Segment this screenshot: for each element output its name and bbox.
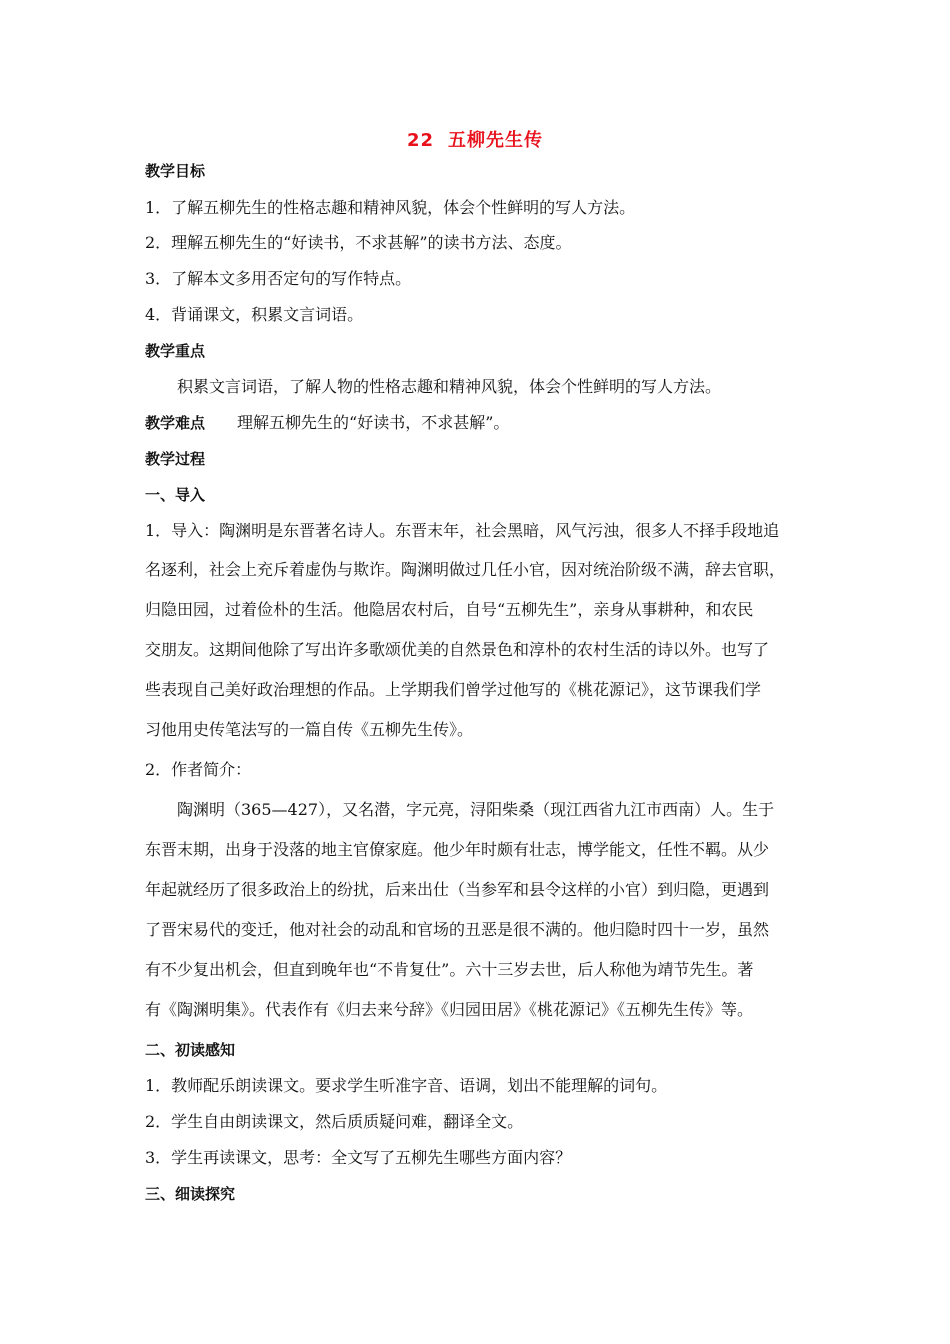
intro-line: 归隐田园，过着俭朴的生活。他隐居农村后，自号“五柳先生”，亲身从事耕种，和农民	[145, 600, 754, 619]
reading-item: 3．学生再读课文，思考：全文写了五柳先生哪些方面内容？	[145, 1148, 572, 1167]
reading-item: 1．教师配乐朗读课文。要求学生听准字音、语调，划出不能理解的词句。	[145, 1076, 668, 1095]
focus-heading: 教学重点	[145, 342, 206, 360]
lesson-number: 22	[406, 130, 435, 151]
section-heading: 一、导入	[145, 486, 206, 504]
difficulty-row	[145, 412, 509, 434]
intro-line: 习他用史传笔法写的一篇自传《五柳先生传》。	[145, 720, 474, 739]
goal-item: 1．了解五柳先生的性格志趣和精神风貌，体会个性鲜明的写人方法。	[145, 198, 636, 217]
author-line: 陶渊明（365—427），又名潜，字元亮，浔阳柴桑（现江西省九江市西南）人。生于	[177, 800, 775, 819]
section-heading: 二、初读感知	[145, 1041, 236, 1059]
author-line: 年起就经历了很多政治上的纷扰，后来出仕（当参军和县令这样的小官）到归隐，更遇到	[145, 880, 770, 899]
author-label: 2．作者简介：	[145, 760, 252, 779]
focus-text: 积累文言词语，了解人物的性格志趣和精神风貌，体会个性鲜明的写人方法。	[177, 377, 722, 396]
goals-heading: 教学目标	[145, 162, 206, 180]
intro-line: 1．导入：陶渊明是东晋著名诗人。东晋末年，社会黑暗，风气污浊，很多人不择手段地追	[145, 521, 780, 540]
intro-line: 交朋友。这期间他除了写出许多歌颂优美的自然景色和淳朴的农村生活的诗以外。也写了	[145, 640, 770, 659]
goal-item: 2．理解五柳先生的“好读书，不求甚解”的读书方法、态度。	[145, 233, 572, 252]
page-title	[0, 126, 950, 152]
author-line: 有《陶渊明集》。代表作有《归去来兮辞》《归园田居》《桃花源记》《五柳先生传》等。	[145, 1000, 754, 1019]
process-heading: 教学过程	[145, 450, 206, 468]
difficulty-text: 理解五柳先生的“好读书，不求甚解”。	[237, 413, 510, 432]
section-heading: 三、细读探究	[145, 1185, 236, 1203]
goal-item: 4．背诵课文，积累文言词语。	[145, 305, 364, 324]
author-line: 了晋宋易代的变迁，他对社会的动乱和官场的丑恶是很不满的。他归隐时四十一岁，虽然	[145, 920, 770, 939]
author-line: 东晋末期，出身于没落的地主官僚家庭。他少年时颇有壮志，博学能文，任性不羁。从少	[145, 840, 770, 859]
lesson-title: 五柳先生传	[448, 130, 544, 151]
author-line: 有不少复出机会，但直到晚年也“不肯复仕”。六十三岁去世，后人称他为靖节先生。著	[145, 960, 754, 979]
goal-item: 3．了解本文多用否定句的写作特点。	[145, 269, 412, 288]
reading-item: 2．学生自由朗读课文，然后质质疑问难，翻译全文。	[145, 1112, 524, 1131]
intro-line: 些表现自己美好政治理想的作品。上学期我们曾学过他写的《桃花源记》，这节课我们学	[145, 680, 762, 699]
difficulty-heading: 教学难点	[145, 414, 206, 432]
intro-line: 名逐利，社会上充斥着虚伪与欺诈。陶渊明做过几任小官，因对统治阶级不满，辞去官职，	[145, 560, 786, 579]
